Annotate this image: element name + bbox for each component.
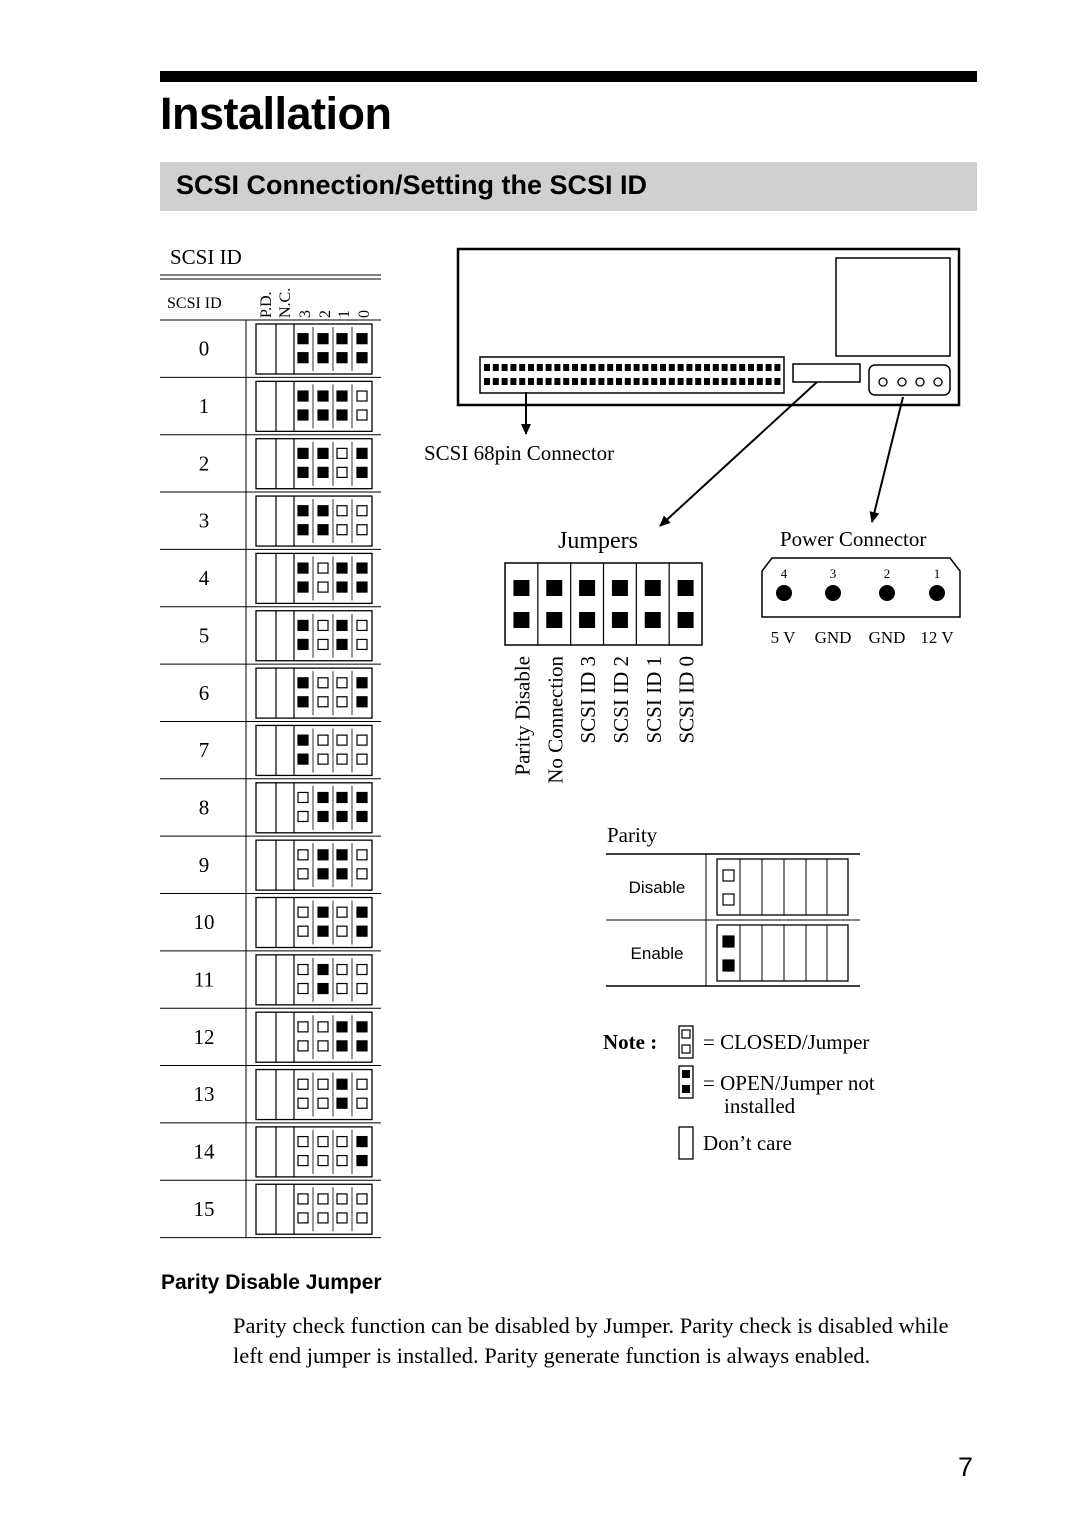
row-id-label: 6 [198,680,210,705]
page-title: Installation [160,88,392,139]
note-label: Note : [603,1030,658,1054]
power-pin-name: GND [814,628,852,647]
note-closed-text: = CLOSED/Jumper [703,1030,870,1054]
power-pin-number: 4 [780,566,788,581]
subsection-body: Parity check function can be disabled by Jumper. Parity check is disabled while left end jumper is installed. Parity generate function is always enabled. [233,1313,949,1368]
jumper-pin-label: SCSI ID 3 [576,656,601,744]
note-dontcare-text: Don’t care [703,1131,792,1155]
parity-caption: Parity [607,823,658,847]
parity-jumper-cell [717,925,848,981]
row-id-label: 14 [193,1139,215,1164]
row-id-label: 15 [193,1196,215,1221]
table-caption: SCSI ID [170,245,242,269]
parity-pin [723,870,734,881]
parity-pin [723,960,734,971]
parity-pin [723,936,734,947]
jumper-pin-label: SCSI ID 0 [674,656,699,744]
parity-pin [723,894,734,905]
power-pin-number: 1 [933,566,941,581]
table-col-header: SCSI ID [167,295,222,312]
dontcare-jumper-icon [679,1127,693,1159]
power-pin-name: 12 V [920,628,954,647]
row-id-label: 10 [193,910,215,935]
row-id-label: 2 [198,451,210,476]
pin-header: 3 [297,310,314,318]
jumpers-label: Jumpers [558,528,638,554]
row-id-label: 8 [198,795,210,820]
row-id-label: 4 [198,566,210,591]
note-open-text: = OPEN/Jumper not [703,1071,875,1095]
row-id-label: 9 [198,852,210,877]
row-id-label: 13 [193,1082,215,1107]
jumper-pin-label: Parity Disable [510,656,535,776]
pin-header: 0 [356,310,373,318]
power-pin-name: 5 V [770,628,796,647]
jumper-pin-label: SCSI ID 2 [608,656,633,744]
row-id-label: 3 [198,508,210,533]
row-id-label: 1 [198,394,210,419]
row-id-label: 7 [198,738,210,763]
pin-header: N.C. [277,287,294,318]
pin-header: 1 [336,310,353,318]
scsi-connector-label: SCSI 68pin Connector [424,441,615,465]
pin-header: 2 [317,310,334,318]
note-open-text-cont: installed [724,1094,796,1118]
power-pin-number: 2 [883,566,891,581]
page-number: 7 [958,1452,974,1482]
parity-row-label: Enable [630,944,684,963]
section-title: SCSI Connection/Setting the SCSI ID [176,170,648,200]
row-id-label: 12 [193,1024,215,1049]
jumper-pin-label: SCSI ID 1 [641,656,666,744]
pin-header: P.D. [258,291,275,318]
power-connector-label: Power Connector [780,527,927,551]
row-id-label: 0 [198,336,210,361]
parity-row-label: Disable [628,878,686,897]
power-pin-name: GND [868,628,906,647]
row-id-label: 5 [198,623,210,648]
power-pin-number: 3 [829,566,837,581]
jumper-pin-label: No Connection [543,656,568,784]
parity-jumper-cell [717,859,848,915]
subsection-title: Parity Disable Jumper [161,1271,382,1294]
row-id-label: 11 [193,967,215,992]
